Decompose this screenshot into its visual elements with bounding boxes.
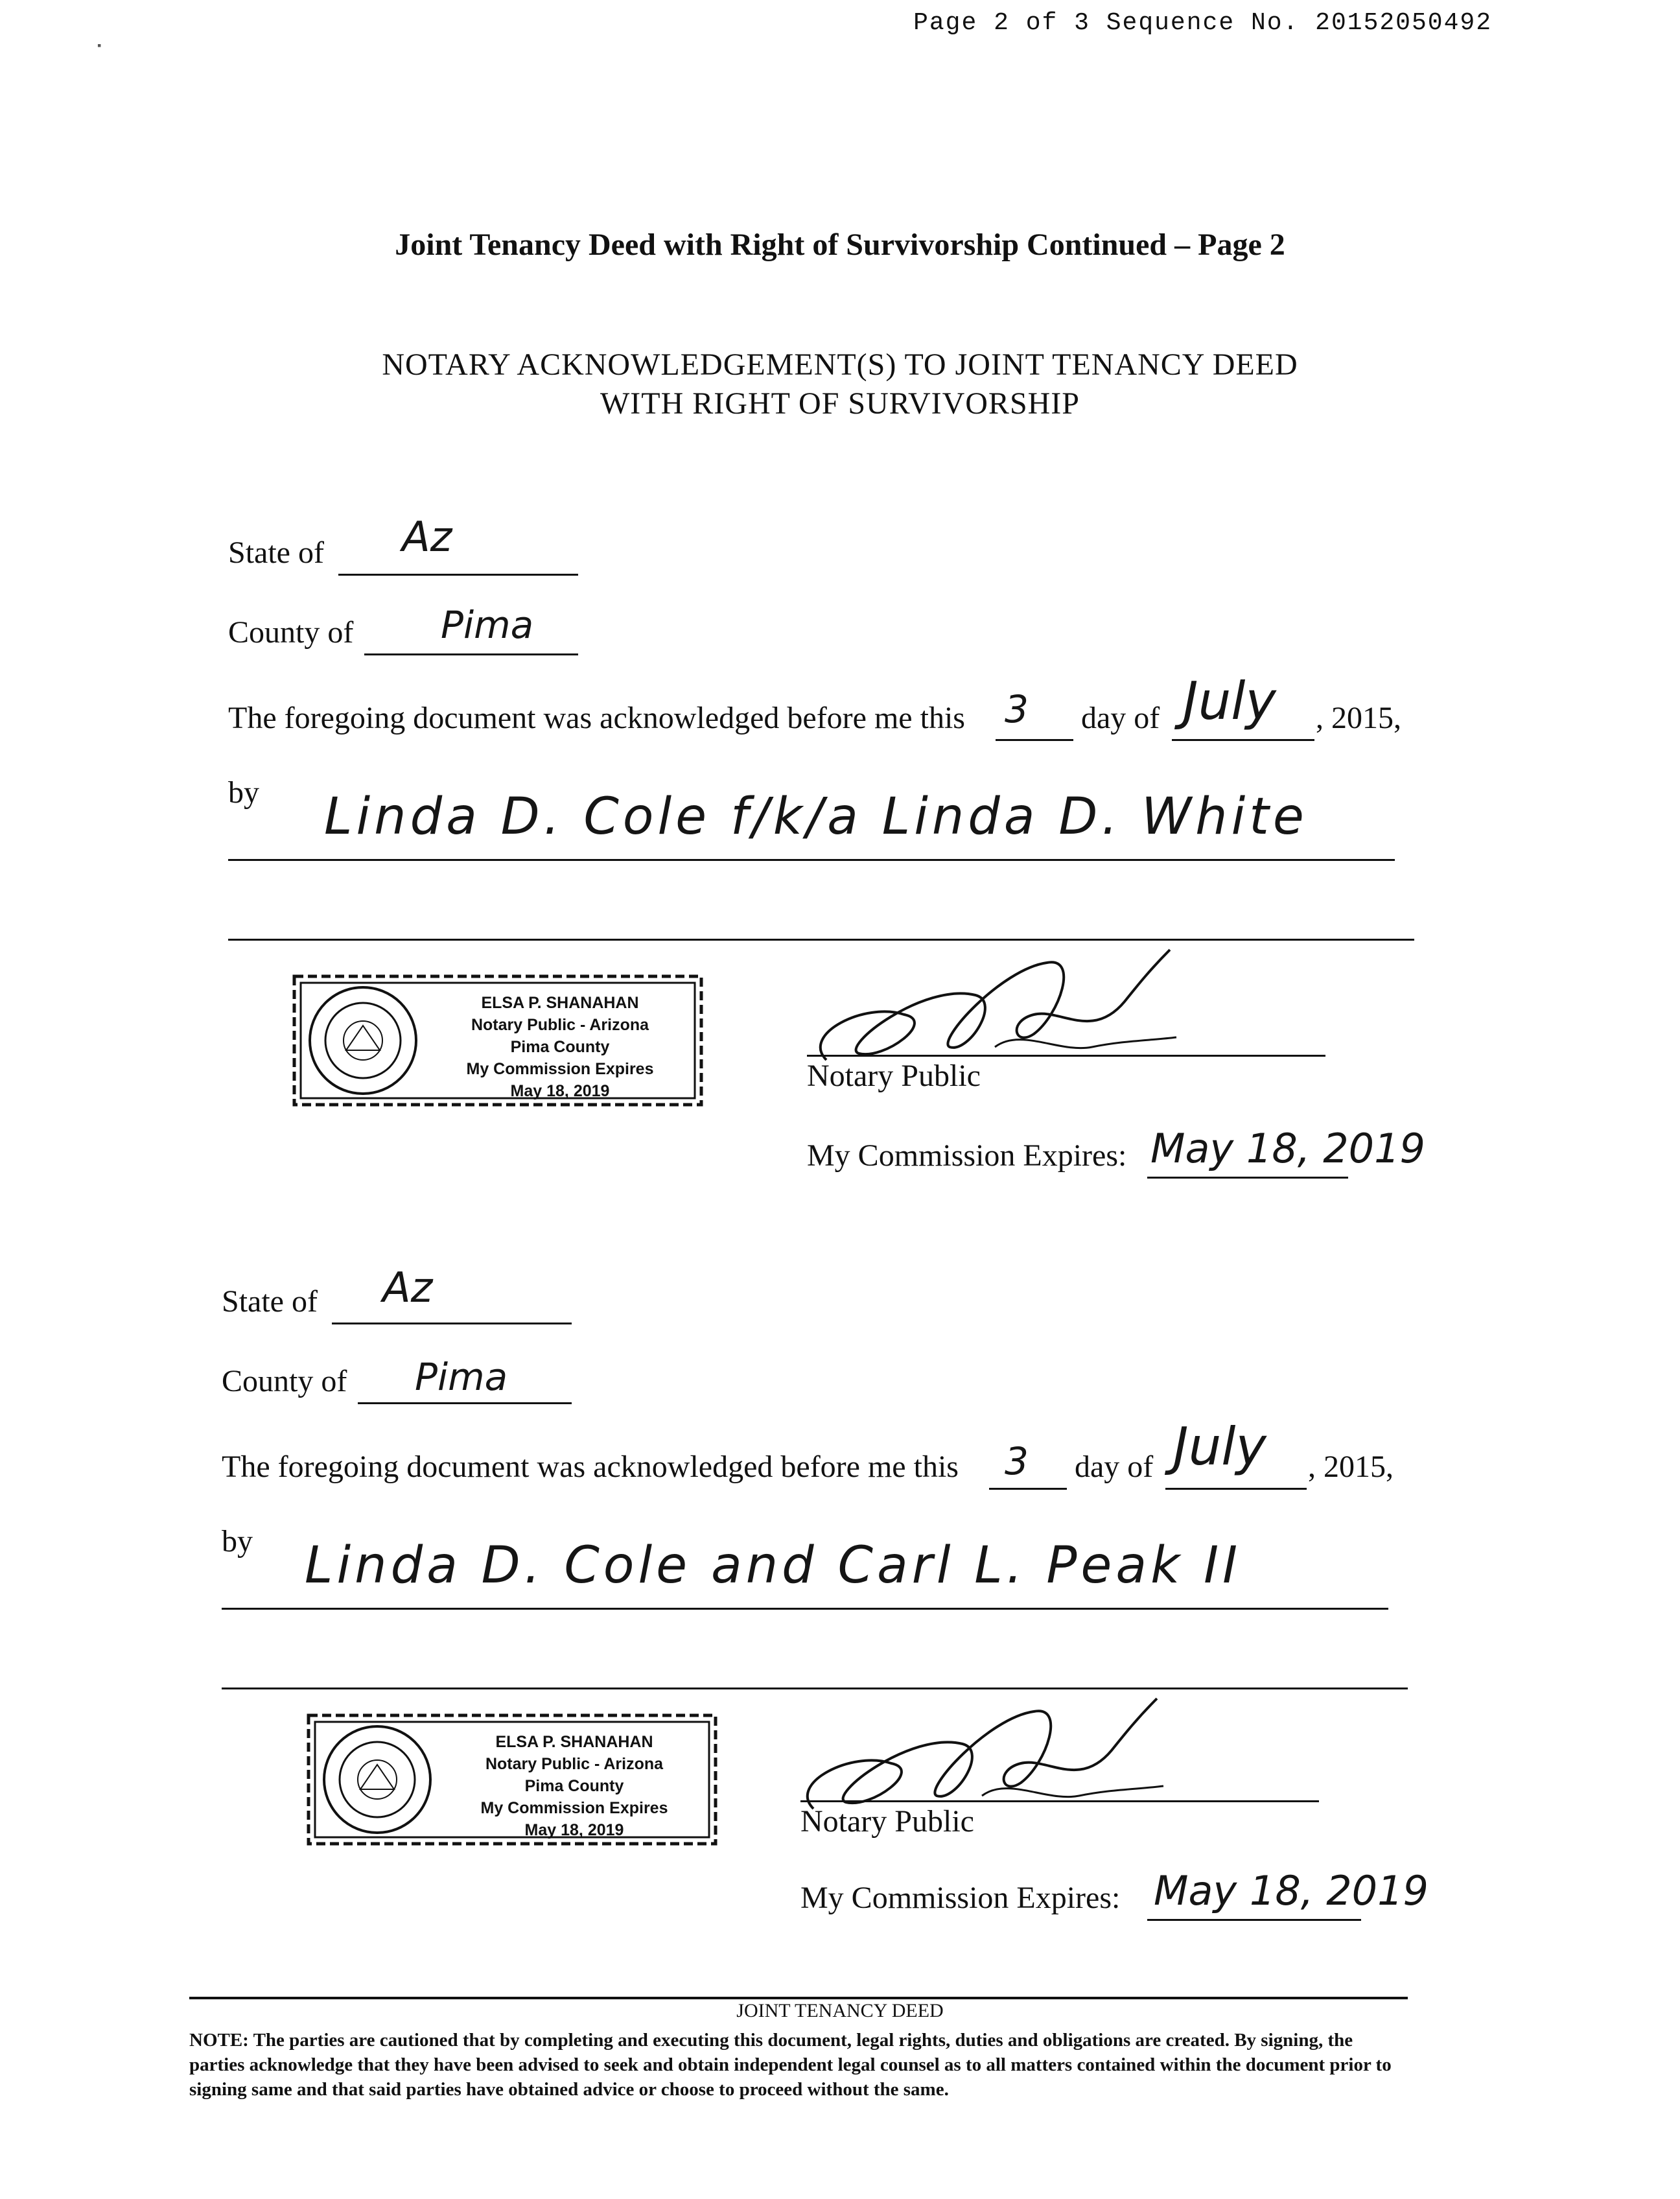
day-value: 3 xyxy=(1005,1439,1029,1483)
acknowledged-by-value: Linda D. Cole f/k/a Linda D. White xyxy=(324,788,1308,846)
notary-stamp xyxy=(305,1711,719,1848)
acknowledged-text: The foregoing document was acknowledged before me this xyxy=(228,701,965,735)
commission-expires-label: My Commission Expires: xyxy=(807,1138,1127,1173)
year-label: , 2015, xyxy=(1316,701,1401,735)
stamp-expires-date: May 18, 2019 xyxy=(510,1082,610,1100)
commission-expires-value: May 18, 2019 xyxy=(1150,1125,1425,1172)
stamp-title: Notary Public - Arizona xyxy=(485,1755,664,1773)
notary-public-label: Notary Public xyxy=(807,1059,981,1093)
notary-heading-line1: NOTARY ACKNOWLEDGEMENT(S) TO JOINT TENANCY DEED xyxy=(382,347,1298,382)
notary-stamp xyxy=(290,972,705,1109)
footer-title: JOINT TENANCY DEED xyxy=(736,2000,944,2021)
county-label: County of xyxy=(222,1364,347,1398)
scan-mark: ▪ xyxy=(97,39,102,52)
stamp-text xyxy=(426,992,694,1102)
day-value: 3 xyxy=(1005,687,1029,731)
state-label: State of xyxy=(222,1284,318,1319)
stamp-expires-date: May 18, 2019 xyxy=(524,1821,624,1839)
county-label: County of xyxy=(228,615,354,650)
year-label: , 2015, xyxy=(1308,1450,1394,1484)
acknowledged-by-value: Linda D. Cole and Carl L. Peak II xyxy=(305,1536,1242,1595)
month-value: July xyxy=(1183,671,1276,731)
stamp-county: Pima County xyxy=(510,1038,610,1056)
stamp-county: Pima County xyxy=(524,1777,624,1795)
day-of-label: day of xyxy=(1081,701,1160,735)
page-sequence-header: Page 2 of 3 Sequence No. 20152050492 xyxy=(913,9,1492,37)
state-value: Az xyxy=(382,1264,433,1312)
state-value: Az xyxy=(402,513,452,561)
notary-heading-line2: WITH RIGHT OF SURVIVORSHIP xyxy=(600,386,1080,421)
document-title: Joint Tenancy Deed with Right of Survivorship Continued – Page 2 xyxy=(395,228,1285,262)
day-of-label: day of xyxy=(1075,1450,1154,1484)
commission-expires-label: My Commission Expires: xyxy=(800,1881,1121,1915)
notary-public-label: Notary Public xyxy=(800,1804,974,1839)
by-label: by xyxy=(228,775,259,810)
stamp-expires-label: My Commission Expires xyxy=(480,1799,668,1817)
commission-expires-value: May 18, 2019 xyxy=(1154,1867,1429,1914)
by-label: by xyxy=(222,1524,253,1558)
month-value: July xyxy=(1173,1417,1266,1477)
stamp-title: Notary Public - Arizona xyxy=(471,1016,649,1034)
acknowledged-text: The foregoing document was acknowledged before me this xyxy=(222,1450,959,1484)
footer-note: NOTE: The parties are cautioned that by completing and executing this document, legal rights, duties and obligations are created. By signing, the parties acknowledge that they have been advised to seek and obtain independent legal counsel as to all matters contained within the document prior to signing same and that said parties have obtained advice or choose to proceed without the same. xyxy=(189,2030,1392,2100)
stamp-name: ELSA P. SHANAHAN xyxy=(495,1733,653,1751)
stamp-expires-label: My Commission Expires xyxy=(466,1060,654,1078)
county-value: Pima xyxy=(415,1355,508,1399)
state-label: State of xyxy=(228,535,324,570)
stamp-text xyxy=(441,1731,708,1841)
county-value: Pima xyxy=(441,603,534,647)
stamp-name: ELSA P. SHANAHAN xyxy=(481,994,639,1012)
